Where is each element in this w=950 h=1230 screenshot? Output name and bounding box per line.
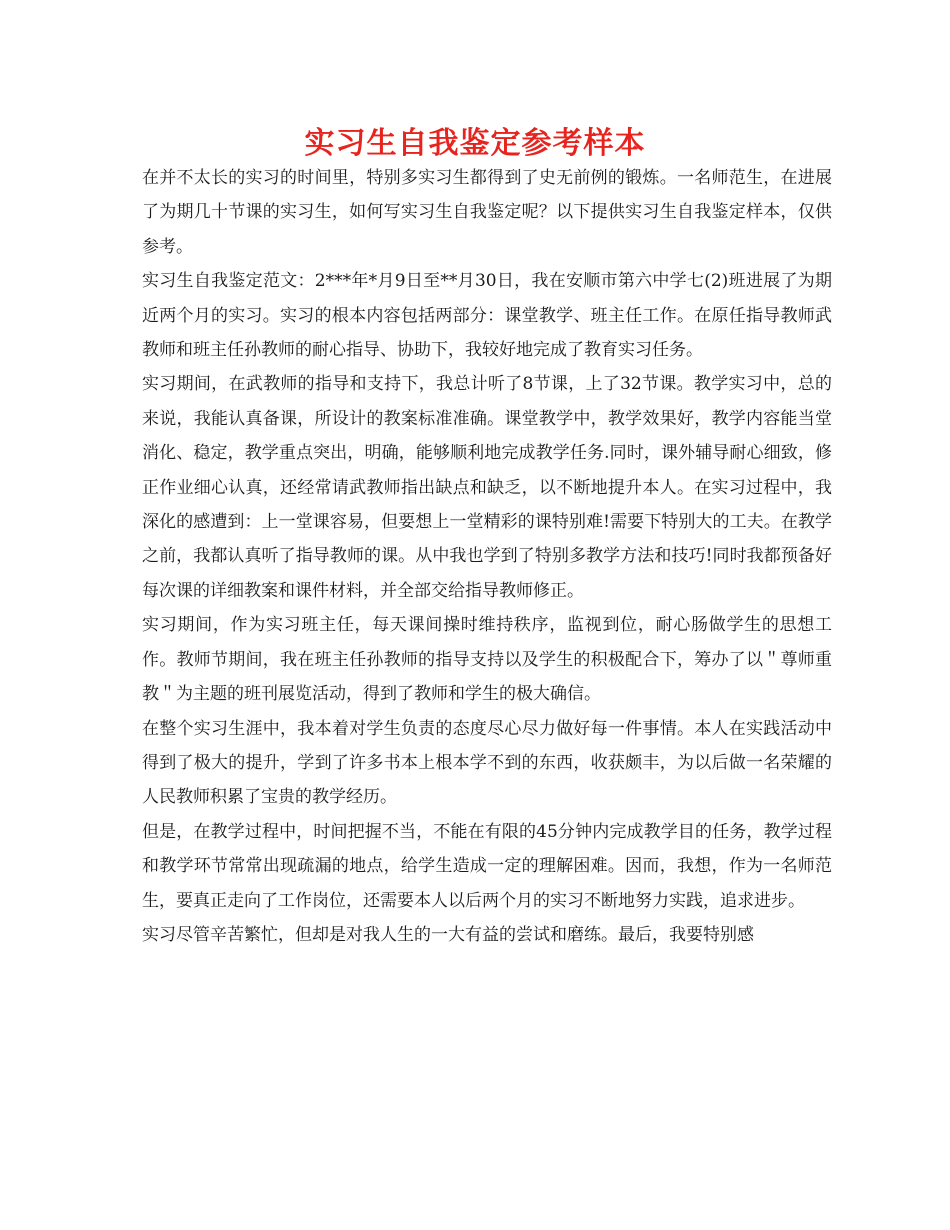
paragraph-teaching: 实习期间，在武教师的指导和支持下，我总计听了8节课，上了32节课。教学实习中，总的来说，我能认真备课，所设计的教案标准准确。课堂教学中，教学效果好，教学内容能当堂消化、稳定，教学重点突出，明确，能够顺利地完成教学任务.同时，课外辅导耐心细致，修正作业细心认真，还经常请武教师指出缺点和缺乏，以不断地提升本人。在实习过程中，我深化的感遭到：上一堂课容易，但要想上一堂精彩的课特别难!需要下特别大的工夫。在教学之前，我都认真听了指导教师的课。从中我也学到了特别多教学方法和技巧!同时我都预备好每次课的详细教案和课件材料，并全部交给指导教师修正。 <box>142 374 832 601</box>
document-body <box>142 161 832 952</box>
paragraph-shortcomings: 但是，在教学过程中，时间把握不当，不能在有限的45分钟内完成教学目的任务，教学过程和教学环节常常出现疏漏的地点，给学生造成一定的理解困难。因而，我想，作为一名师范生，要真正走向了工作岗位，还需要本人以后两个月的实习不断地努力实践，追求进步。 <box>142 821 832 911</box>
document-title: 实习生自我鉴定参考样本 <box>304 126 646 161</box>
paragraph-closing: 实习尽管辛苦繁忙，但却是对我人生的一大有益的尝试和磨练。最后，我要特别感 <box>142 924 754 945</box>
paragraph-intro: 在并不太长的实习的时间里，特别多实习生都得到了史无前例的锻炼。一名师范生，在进展了为期几十节课的实习生，如何写实习生自我鉴定呢？以下提供实习生自我鉴定样本，仅供参考。 <box>142 168 832 257</box>
paragraph-sample-opening: 实习生自我鉴定范文：2***年*月9日至**月30日，我在安顺市第六中学七(2)班进展了为期近两个月的实习。实习的根本内容包括两部分：课堂教学、班主任工作。在原任指导教师武教师和班主任孙教师的耐心指导、协助下，我较好地完成了教育实习任务。 <box>142 271 832 361</box>
paragraph-gains: 在整个实习生涯中，我本着对学生负责的态度尽心尽力做好每一件事情。本人在实践活动中得到了极大的提升，学到了许多书本上根本学不到的东西，收获颇丰，为以后做一名荣耀的人民教师积累了宝贵的教学经历。 <box>142 718 832 808</box>
paragraph-class-teacher: 实习期间，作为实习班主任，每天课间操时维持秩序，监视到位，耐心肠做学生的思想工作。教师节期间，我在班主任孙教师的指导支持以及学生的积极配合下，筹办了以＂尊师重教＂为主题的班刊展览活动，得到了教师和学生的极大确信。 <box>142 615 832 705</box>
